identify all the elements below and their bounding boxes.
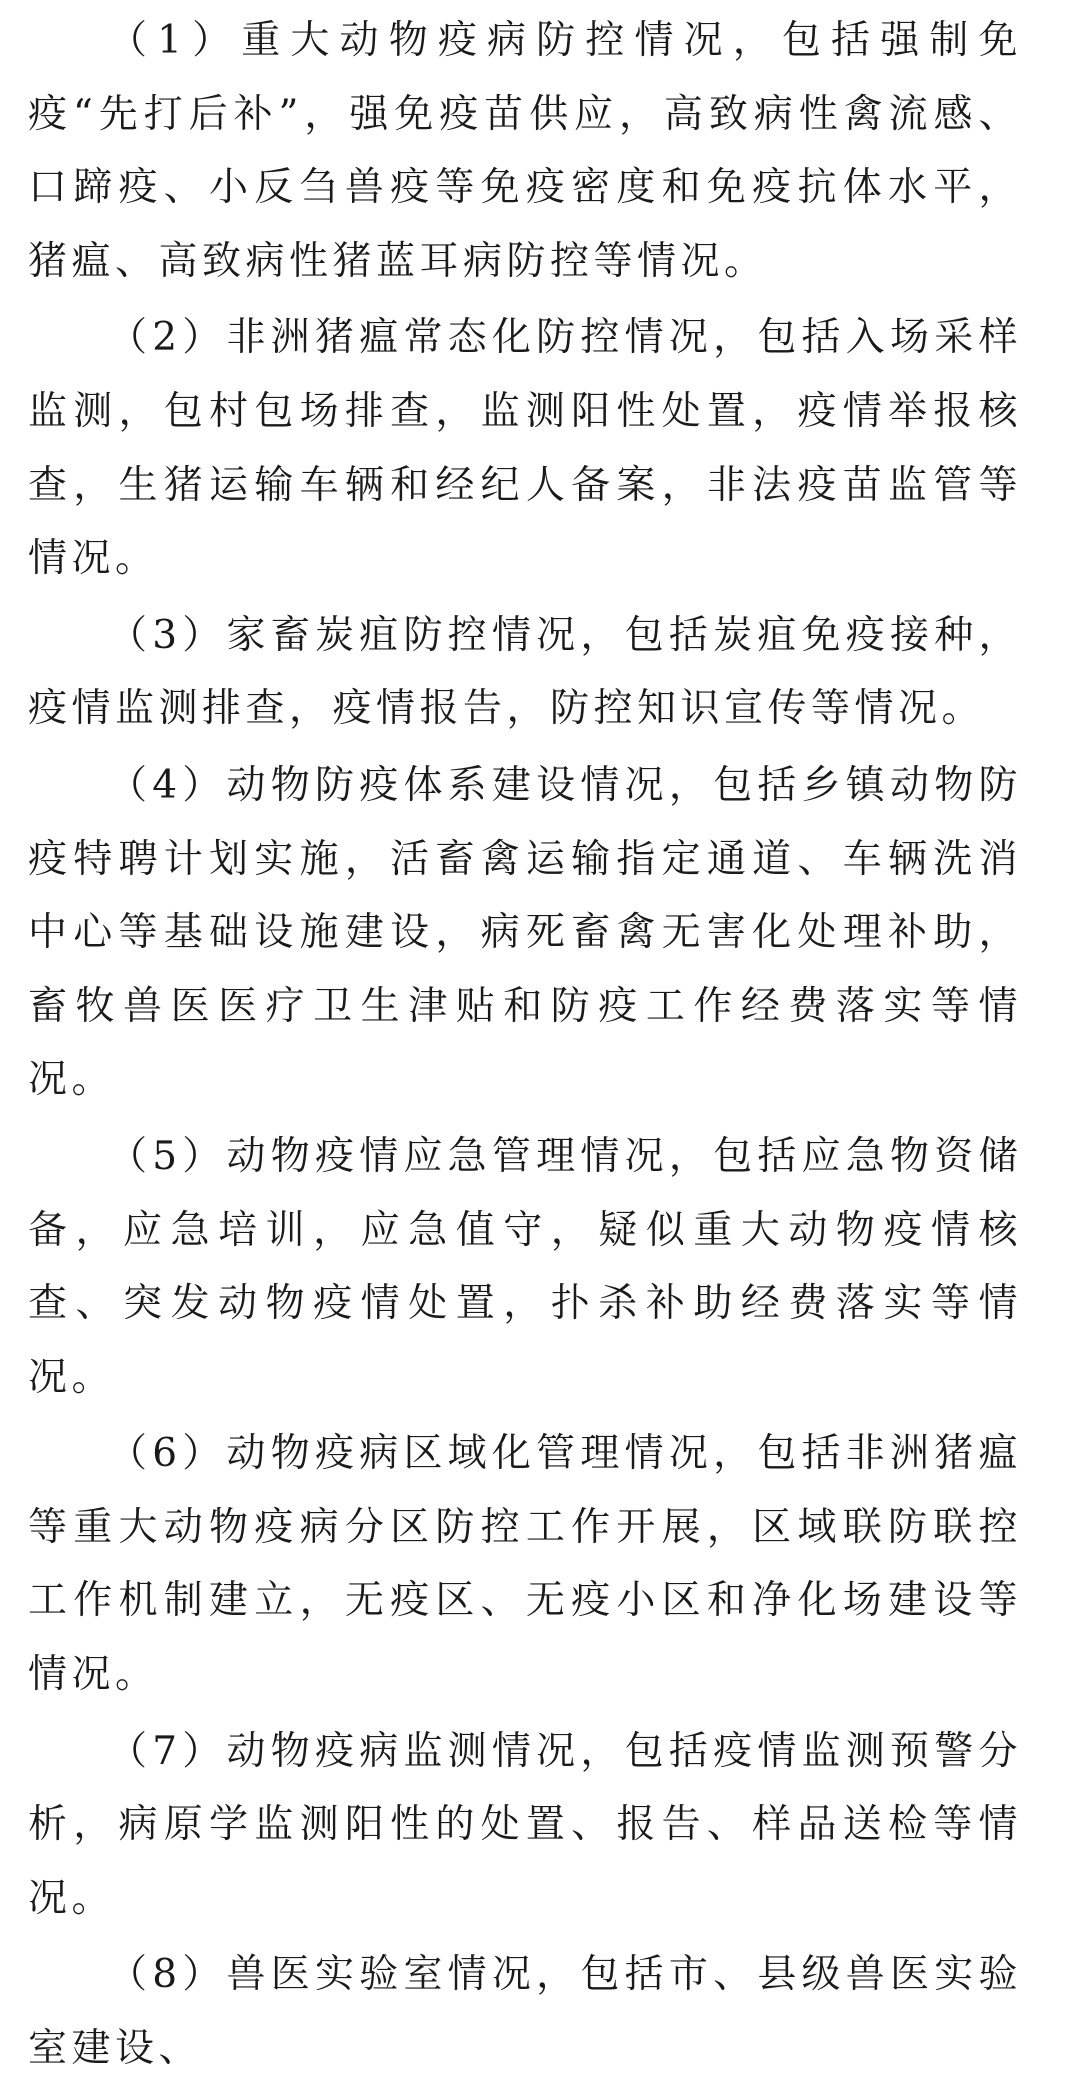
paragraph-8: （8）兽医实验室情况，包括市、县级兽医实验室建设、	[28, 1952, 1022, 2072]
paragraph-2: （2）非洲猪瘟常态化防控情况，包括入场采样监测，包村包场排查，监测阳性处置，疫情举报核查，生猪运输车辆和经纪人备案，非法疫苗监管等情况。	[28, 315, 1022, 582]
paragraph-5: （5）动物疫情应急管理情况，包括应急物资储备，应急培训，应急值守，疑似重大动物疫情核查、突发动物疫情处置，扑杀补助经费落实等情况。	[28, 1133, 1022, 1400]
paragraph-6: （6）动物疫病区域化管理情况，包括非洲猪瘟等重大动物疫病分区防控工作开展，区域联防联控工作机制建立，无疫区、无疫小区和净化场建设等情况。	[28, 1431, 1022, 1698]
paragraph-3: （3）家畜炭疽防控情况，包括炭疽免疫接种，疫情监测排查，疫情报告，防控知识宣传等情况。	[28, 612, 1022, 732]
paragraph-7: （7）动物疫病监测情况，包括疫情监测预警分析，病原学监测阳性的处置、报告、样品送检等情况。	[28, 1728, 1022, 1921]
paragraph-1: （1）重大动物疫病防控情况，包括强制免疫“先打后补”，强免疫苗供应，高致病性禽流感、口蹄疫、小反刍兽疫等免疫密度和免疫抗体水平，猪瘟、高致病性猪蓝耳病防控等情况。	[28, 18, 1022, 284]
paragraph-4: （4）动物防疫体系建设情况，包括乡镇动物防疫特聘计划实施，活畜禽运输指定通道、车辆洗消中心等基础设施建设，病死畜禽无害化处理补助，畜牧兽医医疗卫生津贴和防疫工作经费落实等情况。	[28, 762, 1022, 1103]
